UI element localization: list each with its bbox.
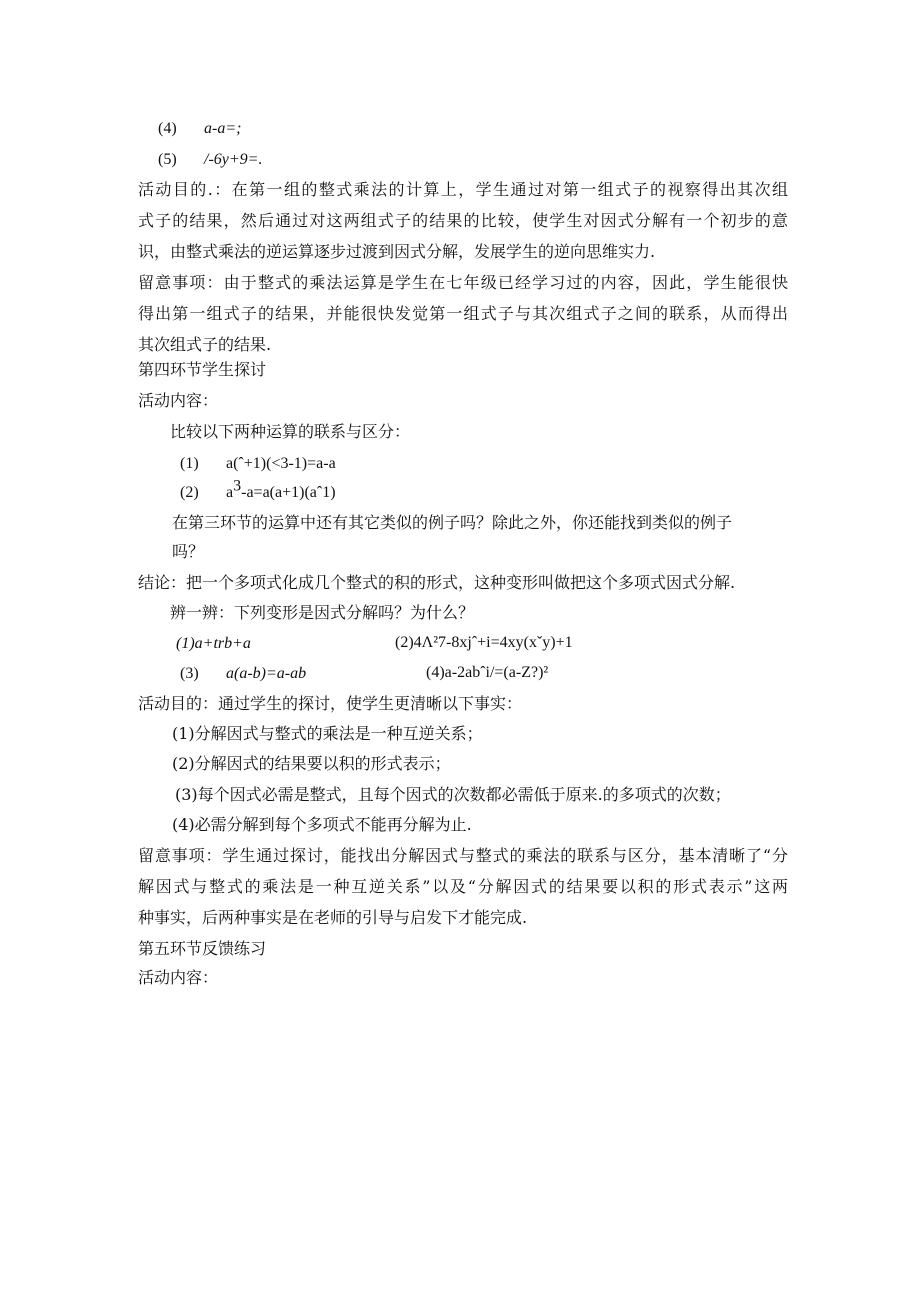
- purpose-1-line-3: 识，由整式乘法的逆运算逐步过渡到因式分解，发展学生的逆向思维实力.: [138, 242, 656, 261]
- notes-2-line-3: 种事实，后两种事实是在老师的引导与启发下才能完成.: [138, 908, 528, 927]
- compare-item-2: [180, 477, 830, 503]
- superscript: 3: [233, 477, 242, 495]
- math-expression: a: [226, 484, 234, 501]
- notes-2-line-1: 留意事项：学生通过探讨，能找出分解因式与整式的乘法的联系与区分，基本清晰了“分: [138, 846, 788, 865]
- distinguish-row-2: [180, 663, 830, 684]
- notes-1-line-3: 其次组式子的结果.: [138, 335, 272, 354]
- notes-1-line-1: 留意事项：由于整式的乘法运算是学生在七年级已经学习过的内容，因此，学生能很快: [138, 273, 788, 292]
- math-expression: /-6y+9=.: [204, 151, 263, 168]
- math-expression: a(ˆ+1)(<3-1)=a-a: [226, 455, 336, 472]
- notes-2-line-2: 解因式与整式的乘法是一种互逆关系”以及“分解因式的结果要以积的形式表示”这两: [138, 877, 788, 896]
- purpose-1-line-2: 式子的结果，然后通过对这两组式子的结果的比较，使学生对因式分解有一个初步的意: [138, 211, 788, 230]
- conclusion: 结论：把一个多项式化成几个整式的积的形式，这种变形叫做把这个多项式因式分解.: [138, 573, 736, 592]
- math-expression: -a=a(a+1)(aˆ1): [241, 484, 336, 501]
- distinguish-prompt: 辨一辨：下列变形是因式分解吗？为什么？: [170, 603, 475, 622]
- distinguish-item-4: (4)a-2abˆi/=(a-Z?)²: [426, 664, 549, 681]
- question-line-1: 在第三环节的运算中还有其它类似的例子吗？除此之外，你还能找到类似的例子: [172, 513, 733, 532]
- item-number: (5): [158, 151, 177, 168]
- purpose-2-intro: 活动目的：通过学生的探讨，使学生更清晰以下事实：: [138, 694, 523, 713]
- item-4: [158, 118, 808, 139]
- section-5-title: 第五环节反馈练习: [138, 939, 267, 958]
- item-number: (3): [180, 665, 199, 682]
- math-expression: a-a=;: [204, 120, 242, 137]
- item-number: (1): [180, 455, 199, 472]
- item-5: [158, 149, 808, 170]
- fact-1: (1)分解因式与整式的乘法是一种互逆关系；: [172, 724, 483, 743]
- distinguish-item-2: (2)4Λ²7-8xjˆ+i=4xy(xˇy)+1: [395, 634, 573, 651]
- distinguish-item-1: (1)a+trb+a: [176, 635, 251, 652]
- compare-item-1: [180, 453, 830, 474]
- purpose-1-line-1: 活动目的.：在第一组的整式乘法的计算上，学生通过对第一组式子的视察得出其次组: [138, 180, 788, 199]
- item-number: (2): [180, 484, 199, 501]
- fact-4: (4)必需分解到每个多项式不能再分解为止.: [172, 815, 472, 834]
- notes-1-line-2: 得出第一组式子的结果，并能很快发觉第一组式子与其次组式子之间的联系，从而得出: [138, 304, 788, 323]
- compare-intro: 比较以下两种运算的联系与区分：: [170, 422, 411, 441]
- item-number: (4): [158, 120, 177, 137]
- distinguish-row-1: [176, 633, 826, 654]
- section-5-content-label: 活动内容：: [138, 968, 219, 987]
- distinguish-item-3: a(a-b)=a-ab: [226, 665, 307, 682]
- section-4-title: 第四环节学生探讨: [138, 360, 267, 379]
- section-4-content-label: 活动内容：: [138, 391, 219, 410]
- question-line-2: 吗？: [172, 542, 205, 561]
- fact-2: (2)分解因式的结果要以积的形式表示；: [172, 754, 451, 773]
- fact-3: (3)每个因式必需是整式，且每个因式的次数都必需低于原来.的多项式的次数；: [175, 785, 731, 804]
